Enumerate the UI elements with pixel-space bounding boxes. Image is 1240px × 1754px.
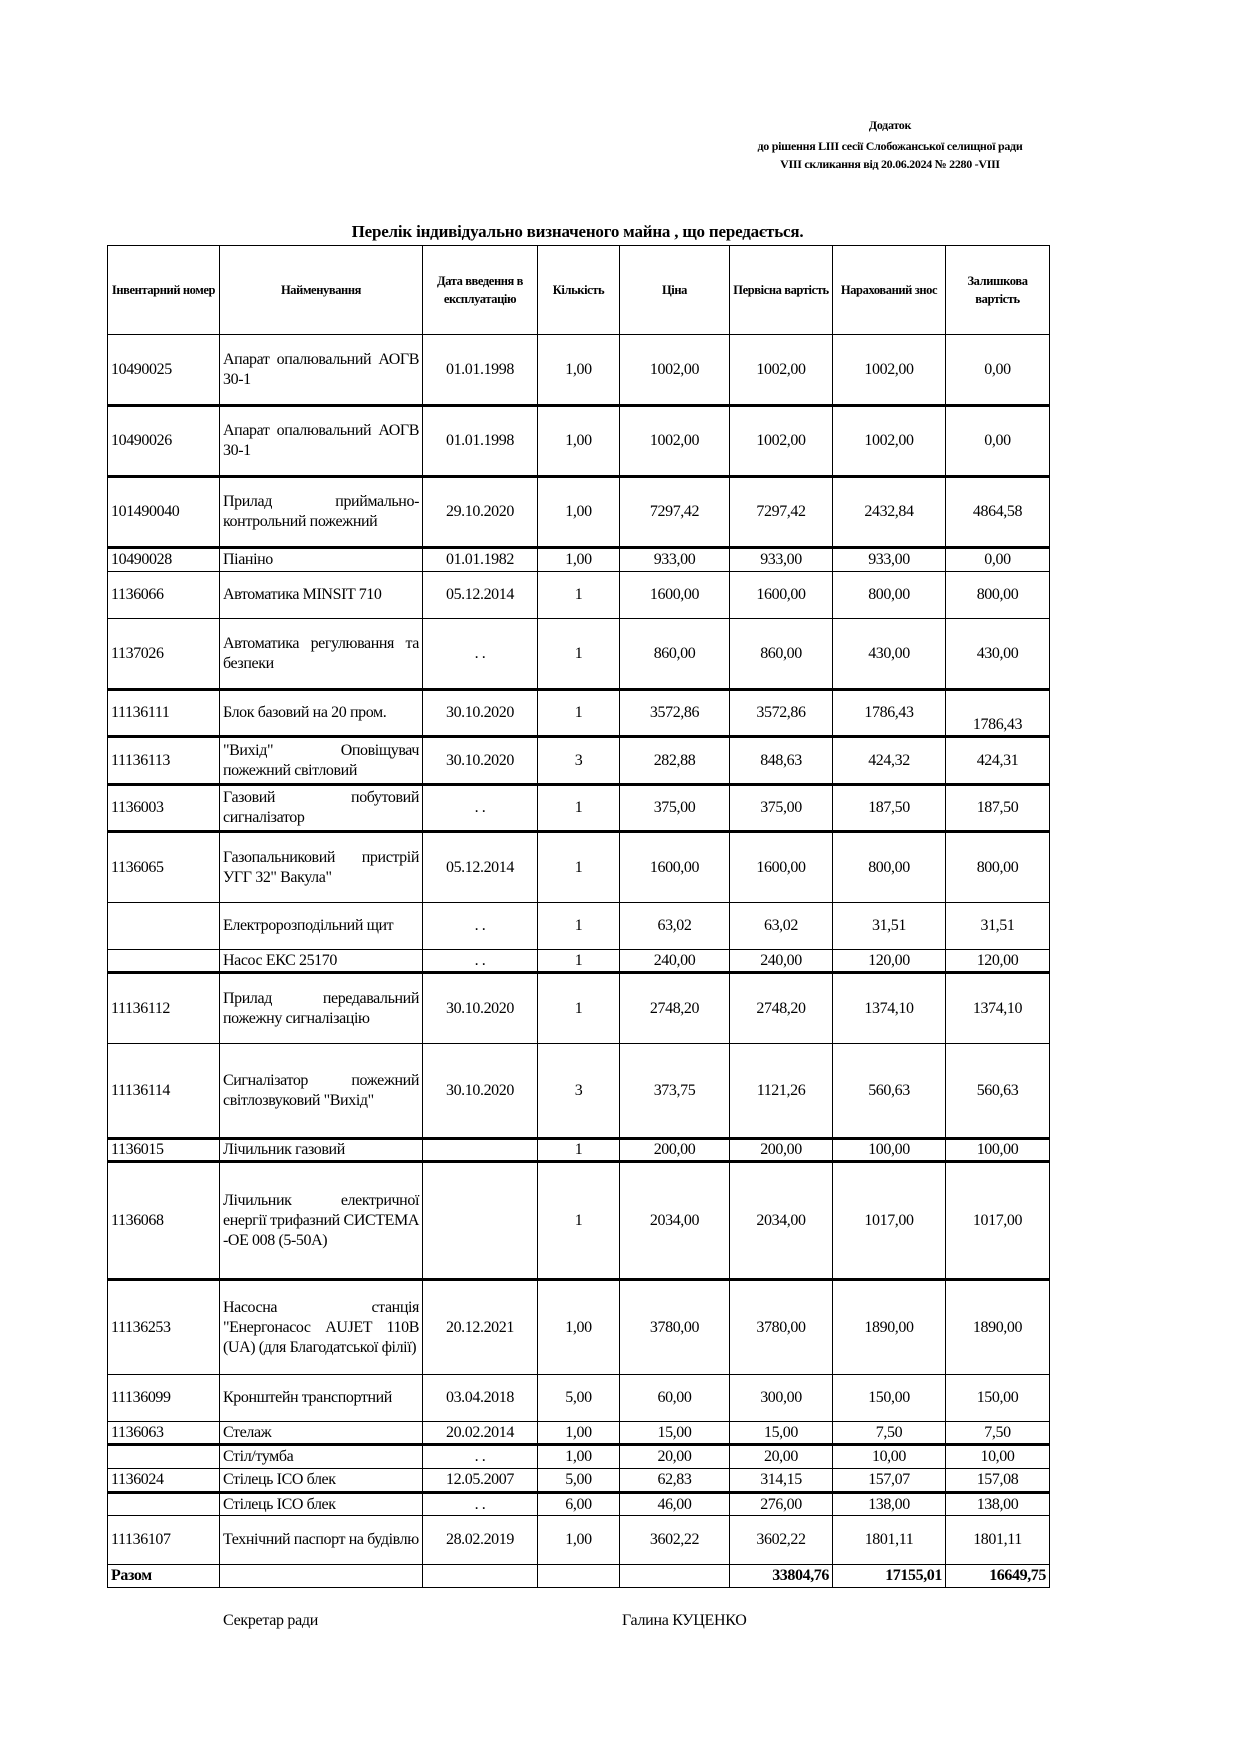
table-row [108, 737, 1050, 785]
cell-depreciation: 157,07 [833, 1469, 946, 1493]
cell-name: Технічний паспорт на будівлю [220, 1516, 423, 1565]
cell-initial-value: 2748,20 [730, 973, 833, 1044]
decision-reference: до рішення LIII сесії Слобожанської селищної ради [757, 139, 1023, 153]
cell-name: Апарат опалювальний АОГВ 30-1 [220, 406, 423, 477]
cell-quantity: 1,00 [538, 548, 620, 572]
cell-residual-value: 138,00 [946, 1493, 1050, 1516]
cell-residual-value: 120,00 [946, 950, 1050, 973]
table-row [108, 1422, 1050, 1445]
table-row [108, 548, 1050, 572]
cell-inventory-number [108, 1445, 220, 1469]
cell-name: Газопальниковий пристрій УГГ 32" Вакула" [220, 832, 423, 903]
cell-residual-value: 157,08 [946, 1469, 1050, 1493]
cell-commission-date: 05.12.2014 [423, 572, 538, 619]
table-row [108, 406, 1050, 477]
cell-inventory-number: 1136066 [108, 572, 220, 619]
cell-residual-value: 31,51 [946, 903, 1050, 950]
cell-inventory-number: 1136065 [108, 832, 220, 903]
cell-depreciation: 1801,11 [833, 1516, 946, 1565]
cell-inventory-number: 1136015 [108, 1139, 220, 1162]
cell-residual-value: 1801,11 [946, 1516, 1050, 1565]
table-row [108, 335, 1050, 406]
cell-price: 200,00 [620, 1139, 730, 1162]
cell-residual-value: 800,00 [946, 572, 1050, 619]
cell-quantity: 1 [538, 973, 620, 1044]
cell-inventory-number: 10490028 [108, 548, 220, 572]
table-row [108, 1445, 1050, 1469]
cell-initial-value: 15,00 [730, 1422, 833, 1445]
table-row [108, 477, 1050, 548]
cell-initial-value: 1600,00 [730, 572, 833, 619]
cell-residual-value: 1890,00 [946, 1280, 1050, 1375]
cell-price: 1002,00 [620, 406, 730, 477]
cell-name: Прилад приймально-контрольний пожежний [220, 477, 423, 548]
cell-initial-value: 1002,00 [730, 335, 833, 406]
cell-price: 375,00 [620, 785, 730, 832]
cell-name: Стілець ІСО блек [220, 1493, 423, 1516]
cell-inventory-number: 10490025 [108, 335, 220, 406]
cell-quantity: 5,00 [538, 1469, 620, 1493]
cell-price: 60,00 [620, 1375, 730, 1422]
cell-depreciation: 430,00 [833, 619, 946, 690]
cell-quantity: 1 [538, 1162, 620, 1280]
cell-name: Лічильник електричної енергії трифазний СИСТЕМА -ОЕ 008 (5-50А) [220, 1162, 423, 1280]
cell-commission-date: . . [423, 619, 538, 690]
cell-name: Автоматика MINSIT 710 [220, 572, 423, 619]
cell-depreciation: 800,00 [833, 572, 946, 619]
cell-commission-date: 30.10.2020 [423, 1044, 538, 1139]
cell-price: 1002,00 [620, 335, 730, 406]
cell-depreciation: 800,00 [833, 832, 946, 903]
cell-initial-value: 1121,26 [730, 1044, 833, 1139]
cell-residual-value: 1786,43 [946, 690, 1050, 737]
cell-residual-value: 100,00 [946, 1139, 1050, 1162]
cell-quantity: 6,00 [538, 1493, 620, 1516]
cell-name: Лічильник газовий [220, 1139, 423, 1162]
cell-residual-value: 800,00 [946, 832, 1050, 903]
cell-name: Стелаж [220, 1422, 423, 1445]
cell-commission-date: 30.10.2020 [423, 973, 538, 1044]
total-row [108, 1565, 1050, 1588]
cell-quantity: 1 [538, 619, 620, 690]
cell-price: 15,00 [620, 1422, 730, 1445]
cell-name: Стіл/тумба [220, 1445, 423, 1469]
cell-quantity: 1 [538, 690, 620, 737]
cell-commission-date: . . [423, 903, 538, 950]
cell-quantity: 1,00 [538, 406, 620, 477]
table-row [108, 1280, 1050, 1375]
cell-quantity: 1 [538, 832, 620, 903]
cell-initial-value: 3780,00 [730, 1280, 833, 1375]
column-header-name: Найменування [220, 246, 423, 335]
column-header-residual-value: Залишкова вартість [946, 246, 1050, 335]
cell-commission-date: 03.04.2018 [423, 1375, 538, 1422]
cell-price: 46,00 [620, 1493, 730, 1516]
cell-quantity: 1 [538, 1139, 620, 1162]
cell-quantity: 5,00 [538, 1375, 620, 1422]
cell-quantity: 1 [538, 950, 620, 973]
table-row [108, 1516, 1050, 1565]
total-label: Разом [108, 1565, 220, 1588]
cell-residual-value: 0,00 [946, 548, 1050, 572]
cell-depreciation: 1017,00 [833, 1162, 946, 1280]
column-header-quantity: Кількість [538, 246, 620, 335]
empty-cell [220, 1565, 423, 1588]
cell-depreciation: 187,50 [833, 785, 946, 832]
cell-residual-value: 1374,10 [946, 973, 1050, 1044]
cell-price: 63,02 [620, 903, 730, 950]
cell-quantity: 1,00 [538, 1280, 620, 1375]
cell-name: Апарат опалювальний АОГВ 30-1 [220, 335, 423, 406]
column-header-initial-value: Первісна вартість [730, 246, 833, 335]
cell-initial-value: 7297,42 [730, 477, 833, 548]
cell-name: Прилад передавальний пожежну сигналізацію [220, 973, 423, 1044]
cell-quantity: 1,00 [538, 335, 620, 406]
cell-depreciation: 150,00 [833, 1375, 946, 1422]
signatory-name: Галина КУЦЕНКО [622, 1612, 747, 1629]
cell-name: Сигналізатор пожежний світлозвуковий "Вихід" [220, 1044, 423, 1139]
signatory-position: Секретар ради [223, 1612, 319, 1629]
cell-name: Стілець ІСО блек [220, 1469, 423, 1493]
property-table [107, 245, 1050, 1588]
cell-price: 62,83 [620, 1469, 730, 1493]
cell-name: Насос ЕКС 25170 [220, 950, 423, 973]
cell-commission-date [423, 1139, 538, 1162]
cell-initial-value: 1002,00 [730, 406, 833, 477]
cell-quantity: 1,00 [538, 477, 620, 548]
cell-price: 3602,22 [620, 1516, 730, 1565]
cell-initial-value: 933,00 [730, 548, 833, 572]
cell-name: Автоматика регулювання та безпеки [220, 619, 423, 690]
cell-commission-date: 01.01.1998 [423, 406, 538, 477]
cell-price: 1600,00 [620, 832, 730, 903]
cell-commission-date: . . [423, 785, 538, 832]
cell-commission-date: 28.02.2019 [423, 1516, 538, 1565]
cell-residual-value: 0,00 [946, 335, 1050, 406]
cell-commission-date: . . [423, 950, 538, 973]
cell-initial-value: 2034,00 [730, 1162, 833, 1280]
cell-inventory-number: 11136114 [108, 1044, 220, 1139]
cell-quantity: 1,00 [538, 1516, 620, 1565]
table-row [108, 785, 1050, 832]
cell-initial-value: 375,00 [730, 785, 833, 832]
cell-depreciation: 120,00 [833, 950, 946, 973]
cell-residual-value: 560,63 [946, 1044, 1050, 1139]
cell-commission-date: 30.10.2020 [423, 690, 538, 737]
table-row [108, 903, 1050, 950]
cell-residual-value: 4864,58 [946, 477, 1050, 548]
cell-inventory-number: 1137026 [108, 619, 220, 690]
column-header-depreciation: Нарахований знос [833, 246, 946, 335]
cell-depreciation: 933,00 [833, 548, 946, 572]
cell-initial-value: 300,00 [730, 1375, 833, 1422]
cell-depreciation: 31,51 [833, 903, 946, 950]
cell-commission-date: 30.10.2020 [423, 737, 538, 785]
cell-commission-date: 01.01.1998 [423, 335, 538, 406]
cell-initial-value: 860,00 [730, 619, 833, 690]
cell-depreciation: 10,00 [833, 1445, 946, 1469]
cell-depreciation: 424,32 [833, 737, 946, 785]
cell-depreciation: 2432,84 [833, 477, 946, 548]
cell-commission-date: 20.12.2021 [423, 1280, 538, 1375]
cell-initial-value: 200,00 [730, 1139, 833, 1162]
total-initial-value: 33804,76 [730, 1565, 833, 1588]
cell-residual-value: 187,50 [946, 785, 1050, 832]
table-row [108, 1469, 1050, 1493]
cell-inventory-number: 11136113 [108, 737, 220, 785]
table-row [108, 572, 1050, 619]
cell-commission-date [423, 1162, 538, 1280]
cell-inventory-number: 101490040 [108, 477, 220, 548]
cell-initial-value: 848,63 [730, 737, 833, 785]
cell-quantity: 1 [538, 572, 620, 619]
cell-commission-date: . . [423, 1445, 538, 1469]
cell-price: 2748,20 [620, 973, 730, 1044]
cell-initial-value: 240,00 [730, 950, 833, 973]
cell-residual-value: 424,31 [946, 737, 1050, 785]
cell-commission-date: 05.12.2014 [423, 832, 538, 903]
table-row [108, 619, 1050, 690]
cell-initial-value: 3572,86 [730, 690, 833, 737]
table-row [108, 1162, 1050, 1280]
cell-inventory-number [108, 950, 220, 973]
column-header-inventory-number: Інвентарний номер [108, 246, 220, 335]
total-residual-value: 16649,75 [946, 1565, 1050, 1588]
cell-depreciation: 1890,00 [833, 1280, 946, 1375]
cell-quantity: 1,00 [538, 1422, 620, 1445]
table-row [108, 1044, 1050, 1139]
empty-cell [423, 1565, 538, 1588]
cell-inventory-number: 11136112 [108, 973, 220, 1044]
cell-inventory-number: 1136068 [108, 1162, 220, 1280]
column-header-commission-date: Дата введення в експлуатацію [423, 246, 538, 335]
cell-quantity: 3 [538, 737, 620, 785]
cell-price: 282,88 [620, 737, 730, 785]
cell-depreciation: 1786,43 [833, 690, 946, 737]
table-row [108, 690, 1050, 737]
cell-quantity: 3 [538, 1044, 620, 1139]
total-depreciation: 17155,01 [833, 1565, 946, 1588]
table-row [108, 832, 1050, 903]
cell-depreciation: 100,00 [833, 1139, 946, 1162]
cell-initial-value: 276,00 [730, 1493, 833, 1516]
cell-name: Піаніно [220, 548, 423, 572]
column-header-price: Ціна [620, 246, 730, 335]
cell-price: 7297,42 [620, 477, 730, 548]
cell-inventory-number: 1136003 [108, 785, 220, 832]
table-header-row [108, 246, 1050, 335]
appendix-label: Додаток [868, 118, 912, 132]
table-row [108, 1493, 1050, 1516]
empty-cell [538, 1565, 620, 1588]
cell-quantity: 1 [538, 903, 620, 950]
cell-depreciation: 1002,00 [833, 406, 946, 477]
cell-commission-date: 01.01.1982 [423, 548, 538, 572]
table-row [108, 1375, 1050, 1422]
table-row [108, 973, 1050, 1044]
cell-inventory-number: 11136107 [108, 1516, 220, 1565]
cell-price: 933,00 [620, 548, 730, 572]
cell-price: 3780,00 [620, 1280, 730, 1375]
cell-name: Кронштейн транспортний [220, 1375, 423, 1422]
cell-price: 240,00 [620, 950, 730, 973]
cell-name: Газовий побутовий сигналізатор [220, 785, 423, 832]
cell-commission-date: 12.05.2007 [423, 1469, 538, 1493]
cell-commission-date: . . [423, 1493, 538, 1516]
cell-price: 20,00 [620, 1445, 730, 1469]
document-title: Перелік індивідуально визначеного майна , що передається. [351, 222, 804, 241]
cell-price: 860,00 [620, 619, 730, 690]
cell-name: "Вихід" Оповіщувач пожежний світловий [220, 737, 423, 785]
cell-inventory-number: 11136099 [108, 1375, 220, 1422]
cell-initial-value: 63,02 [730, 903, 833, 950]
cell-price: 373,75 [620, 1044, 730, 1139]
cell-quantity: 1 [538, 785, 620, 832]
cell-initial-value: 3602,22 [730, 1516, 833, 1565]
cell-price: 2034,00 [620, 1162, 730, 1280]
cell-quantity: 1,00 [538, 1445, 620, 1469]
cell-depreciation: 1002,00 [833, 335, 946, 406]
cell-residual-value: 0,00 [946, 406, 1050, 477]
cell-commission-date: 20.02.2014 [423, 1422, 538, 1445]
cell-price: 1600,00 [620, 572, 730, 619]
cell-depreciation: 1374,10 [833, 973, 946, 1044]
cell-inventory-number [108, 903, 220, 950]
cell-residual-value: 150,00 [946, 1375, 1050, 1422]
cell-inventory-number: 1136024 [108, 1469, 220, 1493]
cell-residual-value: 10,00 [946, 1445, 1050, 1469]
cell-depreciation: 560,63 [833, 1044, 946, 1139]
cell-inventory-number: 11136111 [108, 690, 220, 737]
cell-inventory-number: 10490026 [108, 406, 220, 477]
cell-depreciation: 7,50 [833, 1422, 946, 1445]
cell-residual-value: 7,50 [946, 1422, 1050, 1445]
cell-residual-value: 1017,00 [946, 1162, 1050, 1280]
cell-inventory-number [108, 1493, 220, 1516]
cell-initial-value: 314,15 [730, 1469, 833, 1493]
cell-name: Електророзподільний щит [220, 903, 423, 950]
cell-name: Насосна станція "Енергонасос AUJET 110B (UA) (для Благодатської філії) [220, 1280, 423, 1375]
cell-name: Блок базовий на 20 пром. [220, 690, 423, 737]
cell-commission-date: 29.10.2020 [423, 477, 538, 548]
empty-cell [620, 1565, 730, 1588]
cell-inventory-number: 11136253 [108, 1280, 220, 1375]
table-row [108, 950, 1050, 973]
cell-initial-value: 1600,00 [730, 832, 833, 903]
cell-inventory-number: 1136063 [108, 1422, 220, 1445]
cell-price: 3572,86 [620, 690, 730, 737]
cell-residual-value: 430,00 [946, 619, 1050, 690]
table-row [108, 1139, 1050, 1162]
cell-initial-value: 20,00 [730, 1445, 833, 1469]
decision-number: VIII скликання від 20.06.2024 № 2280 -VIII [780, 157, 1000, 171]
cell-depreciation: 138,00 [833, 1493, 946, 1516]
